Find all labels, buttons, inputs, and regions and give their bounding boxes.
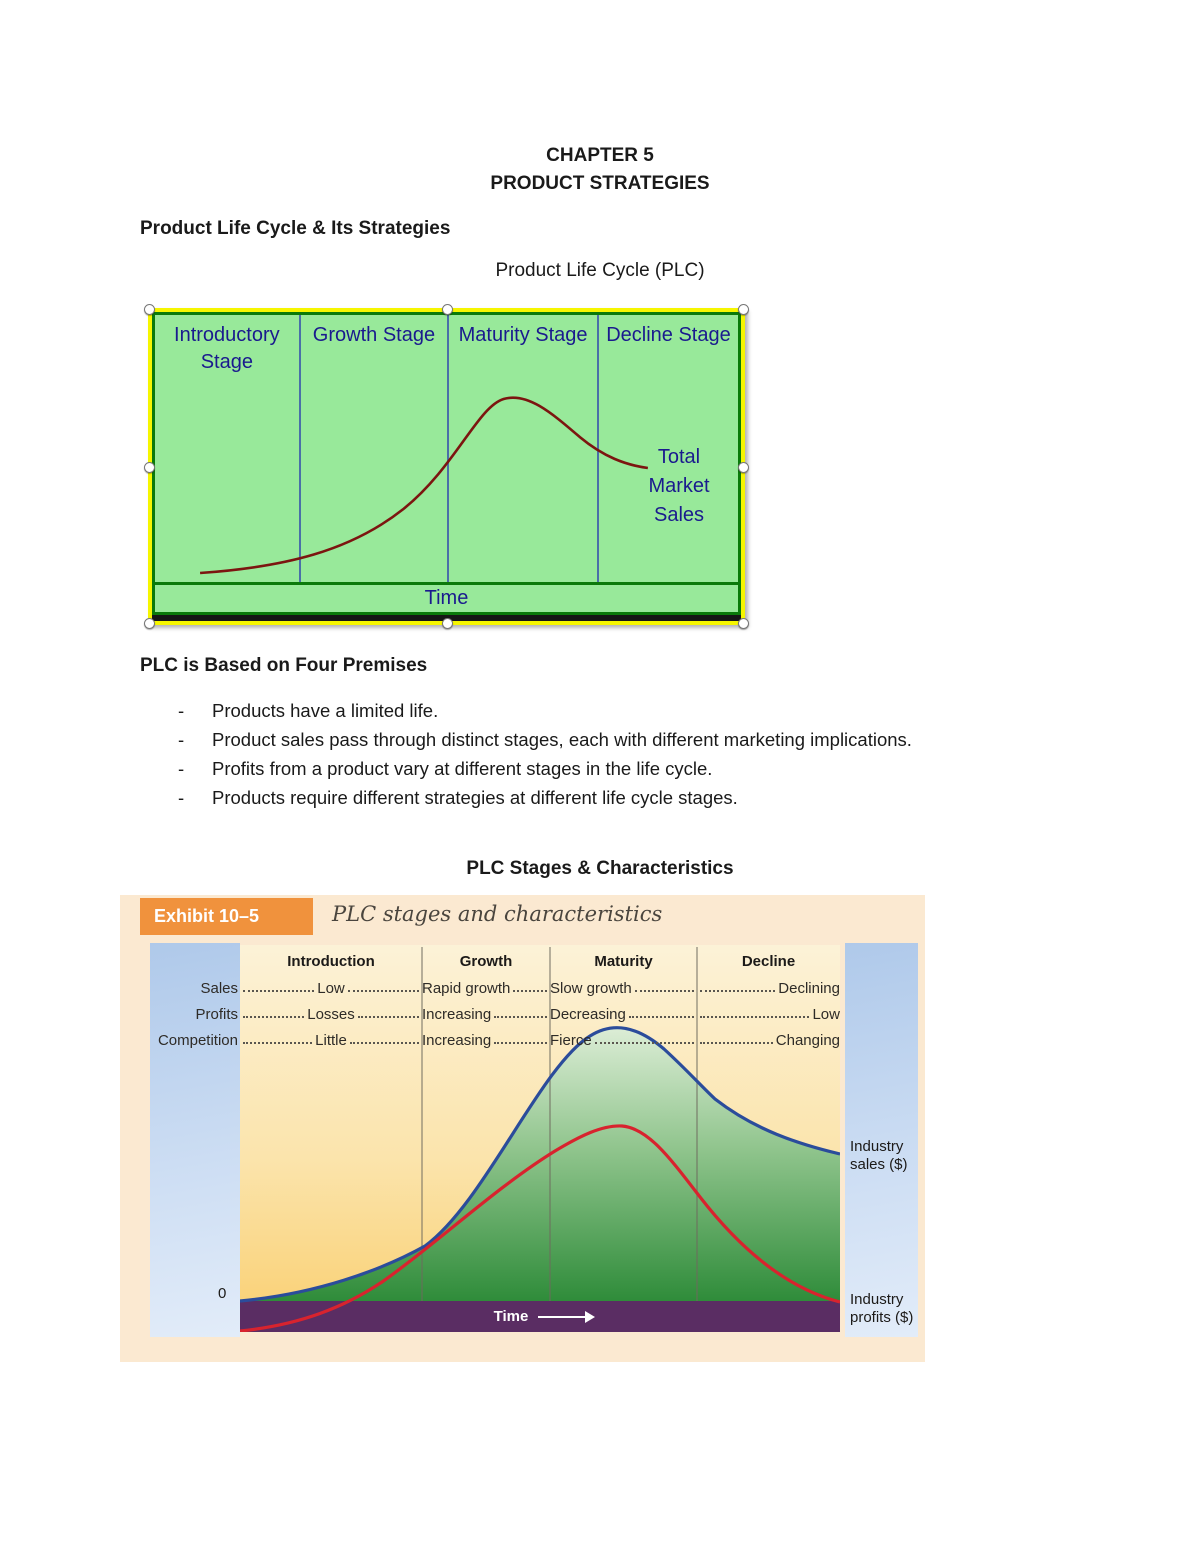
page-title: PRODUCT STRATEGIES: [490, 173, 710, 194]
bullet-marker: -: [178, 758, 185, 779]
bullet-marker: -: [178, 787, 185, 808]
exhibit-title: PLC stages and characteristics: [332, 902, 663, 926]
time-axis-label: Time: [493, 1308, 529, 1325]
plc-diagram-image[interactable]: [148, 308, 745, 625]
cell-profits-introduction: Losses: [240, 1006, 422, 1032]
col-header-growth: Growth: [459, 953, 513, 970]
bullet-marker: -: [178, 700, 185, 721]
col-header-decline: Decline: [741, 953, 796, 970]
exhibit-10-5-image: [120, 895, 925, 1362]
cell-sales-decline: Declining: [697, 980, 840, 1006]
premise-text: Products have a limited life.: [212, 700, 439, 721]
row-label-profits: Profits: [195, 1006, 238, 1023]
industry-sales-label: Industry sales ($): [850, 1138, 908, 1173]
y-origin-label: 0: [218, 1285, 227, 1302]
cell-profits-decline: Low: [697, 1006, 840, 1032]
cell-competition-decline: Changing: [697, 1032, 840, 1058]
stage-introductory: Introductory Stage: [155, 315, 301, 582]
cell-sales-introduction: Low: [240, 980, 422, 1006]
resize-handle-right-middle[interactable]: [738, 462, 749, 473]
premise-item-3: [178, 758, 712, 780]
cell-competition-introduction: Little: [240, 1032, 422, 1058]
stage-growth: Growth Stage: [301, 315, 450, 582]
cell-competition-growth: Increasing: [422, 1032, 550, 1058]
time-axis-label: Time: [155, 582, 738, 612]
resize-handle-top-middle[interactable]: [442, 304, 453, 315]
industry-profits-label: Industry profits ($): [850, 1291, 914, 1326]
stage-decline: Decline Stage: [606, 324, 731, 346]
time-axis: [240, 1301, 840, 1332]
figure2-caption: PLC Stages & Characteristics: [466, 858, 734, 879]
section-heading-four-premises: PLC is Based on Four Premises: [140, 655, 428, 676]
resize-handle-bottom-left[interactable]: [144, 618, 155, 629]
exhibit-chart-area: [157, 945, 840, 1332]
premise-item-1: [178, 700, 438, 722]
cell-competition-maturity: Fierce: [550, 1032, 697, 1058]
col-header-maturity: Maturity: [594, 953, 653, 970]
resize-handle-top-left[interactable]: [144, 304, 155, 315]
premise-text: Profits from a product vary at different stages in the life cycle.: [212, 758, 713, 779]
resize-handle-top-right[interactable]: [738, 304, 749, 315]
bullet-marker: -: [178, 729, 185, 750]
resize-handle-bottom-middle[interactable]: [442, 618, 453, 629]
plc-characteristics-table: [150, 953, 840, 1058]
premise-item-2: [178, 729, 912, 751]
cell-profits-growth: Increasing: [422, 1006, 550, 1032]
cell-sales-maturity: Slow growth: [550, 980, 697, 1006]
time-arrow-icon: [538, 1316, 586, 1318]
premise-item-4: [178, 787, 738, 809]
row-label-competition: Competition: [157, 1032, 238, 1049]
industry-sales-area: [240, 1028, 840, 1301]
stage-maturity: Maturity Stage: [449, 315, 599, 582]
cell-profits-maturity: Decreasing: [550, 1006, 697, 1032]
plc-diagram-plot-area: [155, 315, 738, 582]
plc-diagram-frame: [152, 312, 741, 615]
total-market-sales-label: Total Market Sales: [648, 446, 710, 526]
resize-handle-left-middle[interactable]: [144, 462, 155, 473]
exhibit-badge: Exhibit 10–5: [140, 898, 313, 935]
section-heading-plc-strategies: Product Life Cycle & Its Strategies: [140, 218, 451, 239]
figure1-caption: Product Life Cycle (PLC): [495, 260, 705, 281]
row-label-sales: Sales: [200, 980, 238, 997]
premise-text: Product sales pass through distinct stages, each with different marketing implications.: [212, 729, 912, 750]
chapter-heading: CHAPTER 5: [546, 145, 654, 166]
col-header-introduction: Introduction: [287, 953, 375, 970]
resize-handle-bottom-right[interactable]: [738, 618, 749, 629]
cell-sales-growth: Rapid growth: [422, 980, 550, 1006]
premise-text: Products require different strategies at different life cycle stages.: [212, 787, 738, 808]
corner-cell: [150, 953, 240, 980]
